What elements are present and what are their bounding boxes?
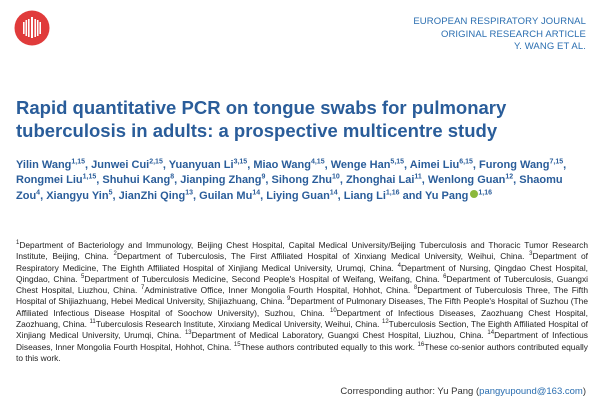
affiliation-text: Tuberculosis Research Institute, Xinxiang Medical University, Weihui, China. [95, 319, 382, 330]
author-affiliation-ref: 5,15 [390, 158, 405, 166]
author-affiliation-ref: 1,16 [385, 189, 400, 197]
author-affiliation-ref: 14 [329, 189, 338, 197]
affiliation-text: Tuberculosis Section, The Eighth Affiliated Hospital of Xinjiang Medical University, Urumqi, China. [16, 319, 588, 341]
author-affiliation-ref: 1,15 [71, 158, 86, 166]
affiliation-text: Department of Infectious Diseases, Zaozhuang Chest Hospital, Zaozhuang, China. [16, 307, 588, 330]
author-affiliation-ref: 1,15 [82, 173, 97, 181]
author-affiliation-ref: 4 [36, 189, 41, 197]
author-name: JianZhi Qing [118, 189, 186, 202]
affiliations [16, 240, 588, 364]
affiliation-text: Department of Tuberculosis Three, The Fifth Hospital of Shijiazhuang, Hebei Medical University, Shijiazhuang, China. [16, 285, 588, 307]
affiliation-text: These co-senior authors contributed equally to this work. [16, 341, 588, 363]
author-name: Rongmei Liu [16, 174, 83, 187]
author-name: Shuhui Kang [102, 174, 171, 187]
author-affiliation-ref: 13 [185, 189, 194, 197]
affiliation-text: Department of Medical Laboratory, Guangxi Chest Hospital, Liuzhou, China. [191, 330, 488, 341]
author-name: Wenge Han [330, 159, 391, 171]
affiliation-text: Department of Respiratory Medicine, The Eighth Affiliated Hospital of Xinjiang Medical University, Urumqi, China. [16, 251, 588, 273]
author-affiliation-ref: 12 [505, 173, 514, 181]
affiliation-number: 11 [89, 319, 96, 326]
article-type: ORIGINAL RESEARCH ARTICLE [440, 28, 586, 40]
affiliation-text: Department of Nursing, Qingdao Chest Hospital, Qingdao, China. [16, 262, 589, 284]
affiliation-text: Department of Tuberculosis Medicine, Second People's Hospital of Weifang, Weifang, China. [84, 273, 444, 284]
author-affiliation-ref: 1,16 [478, 189, 493, 197]
running-author: Y. WANG ET AL. [514, 41, 586, 52]
affiliation-number: 5 [81, 274, 85, 281]
affiliation-number: 15 [233, 341, 241, 348]
affiliation-number: 16 [417, 341, 425, 348]
author-name: Liying Guan [266, 189, 330, 202]
ers-lungs-logo-icon [14, 10, 50, 46]
author-name: Junwei Cui [91, 159, 150, 171]
author-name: Yilin Wang [16, 159, 72, 171]
corresponding-author [340, 386, 586, 397]
author-name: Sihong Zhu [271, 174, 333, 187]
author-affiliation-ref: 8 [170, 173, 175, 181]
journal-name: EUROPEAN RESPIRATORY JOURNAL [413, 16, 586, 27]
author-affiliation-ref: 6,15 [459, 158, 473, 166]
corresponding-close: ) [582, 386, 586, 397]
author-affiliation-ref: 7,15 [549, 158, 564, 166]
author-affiliation-ref: 11 [414, 173, 422, 181]
affiliation-text: Administrative Office, Inner Mongolia Fourth Hospital, Hohhot, China. [144, 285, 414, 296]
author-name: Guilan Mu [199, 189, 253, 202]
affiliation-text: Department of Bacteriology and Immunology, Beijing Chest Hospital, Capital Medical University/Beijing Tuberculosis and Thoracic Tumor Research Institute, Beijing, China. [16, 240, 588, 262]
author-name: Liang Li [343, 189, 386, 202]
affiliation-number: 1 [16, 240, 20, 247]
affiliation-number: 10 [329, 307, 337, 314]
affiliation-text: Department of Infectious Diseases, Inner Mongolia Fourth Hospital, Hohhot, China. [16, 330, 588, 352]
author-affiliation-ref: 5 [108, 189, 113, 197]
journal-header [413, 16, 586, 54]
author-name: Zhonghai Lai [345, 174, 415, 187]
author-list: Yilin Wang$^{1,15}$, Junwei Cui$^{2,15}$, Yuanyuan Li$^{3,15}$, Miao Wang$^{4,15}$, Wenge Han$^{5,15}$, Aimei Liu$^{6,15}$, Furong Wang$^{7,15}$, Rongmei Liu$^{1,15}$, Shuhui Kang$^8$, Jianping Zhang$^9$, Sihong Zhu$^{10}$, Zhonghai Lai$^{11}$, Wenlong Guan$^{12}$, Shaomu Zou$^4$, Xiangyu Yin$^5$, JianZhi Qing$^{13}$, Guilan Mu$^{14}$, Liying Guan$^{14}$, Liang Li$^{1,16}$ and Yu Pang $^{1,16}$ [16, 158, 567, 202]
affiliation-number: 12 [381, 319, 389, 326]
author-name: Wenlong Guan [427, 174, 506, 187]
corresponding-label: Corresponding author: Yu Pang ( [340, 386, 480, 397]
affiliation-number: 3 [529, 251, 533, 258]
affiliation-number: 14 [487, 330, 495, 337]
article-title: Rapid quantitative PCR on tongue swabs for pulmonary tuberculosis in adults: a prospective multicentre study [16, 97, 507, 141]
affiliation-text: Department of Pulmonary Diseases, The Fifth People's Hospital of Suzhou (The Affiliated Infectious Disease Hospital of Soochow University), Suzhou, China. [16, 296, 588, 318]
affiliation-number: 2 [113, 251, 117, 258]
affiliation-text: Department of Tuberculosis, Guangxi Chest Hospital, Liuzhou, China. [16, 273, 589, 296]
author-name: Xiangyu Yin [46, 189, 109, 202]
author-name: Aimei Liu [409, 159, 460, 171]
affiliation-number: 6 [443, 274, 447, 281]
author-affiliation-ref: 10 [332, 173, 340, 181]
author-name: Jianping Zhang [180, 174, 262, 187]
author-affiliation-ref: 2,15 [149, 158, 163, 166]
author-name: Miao Wang [253, 159, 311, 171]
author-and: and [399, 189, 425, 202]
affiliation-number: 8 [413, 285, 418, 292]
author-name: Shaomu Zou [16, 174, 563, 202]
author-name: Yuanyuan Li [168, 159, 234, 171]
author-affiliation-ref: 3,15 [233, 158, 248, 166]
affiliation-text: These authors contributed equally to this work. [240, 341, 418, 352]
affiliation-number: 4 [397, 262, 401, 269]
affiliation-number: 13 [184, 330, 192, 337]
corresponding-email[interactable]: pangyupound@163.com [479, 386, 583, 397]
affiliation-number: 9 [287, 296, 291, 303]
affiliation-number: 7 [141, 285, 145, 292]
author-affiliation-ref: 14 [252, 189, 261, 197]
author-name: Yu Pang [425, 189, 469, 202]
affiliation-text: Department of Tuberculosis, The First Affiliated Hospital of Xinxiang Medical University, Weihui, China. [116, 251, 530, 262]
author-affiliation-ref: 9 [261, 173, 266, 181]
author-affiliation-ref: 4,15 [310, 158, 325, 166]
author-name: Furong Wang [479, 159, 550, 171]
